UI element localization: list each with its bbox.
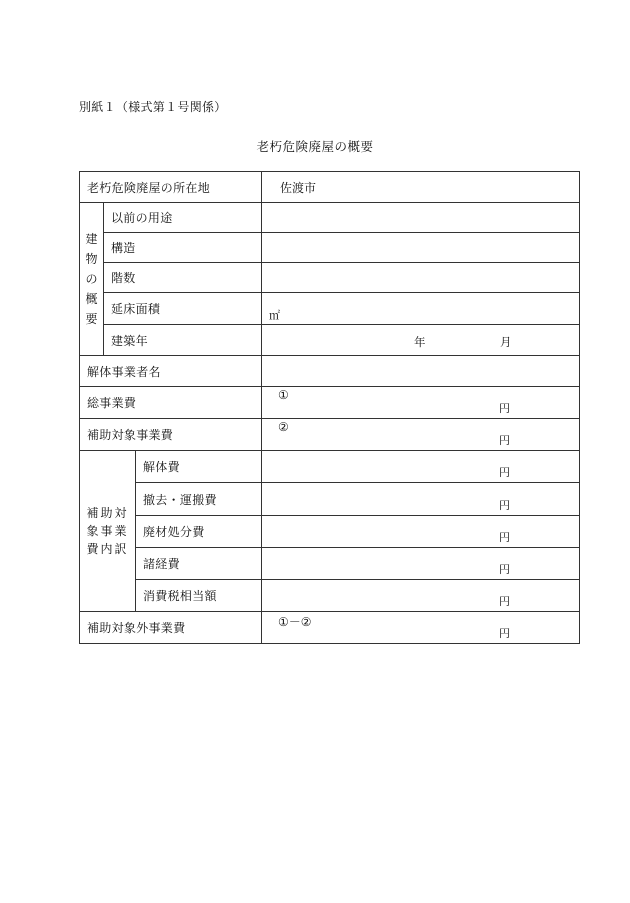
build-year-value[interactable] (262, 325, 580, 356)
contractor-label: 解体事業者名 (80, 356, 262, 387)
breakdown-value[interactable] (262, 580, 580, 612)
floors-label: 階数 (104, 263, 262, 293)
floors-value[interactable] (262, 263, 580, 293)
form-header: 別紙１（様式第１号関係） (79, 100, 227, 114)
build-year-label: 建築年 (104, 325, 262, 356)
table-row (80, 356, 580, 387)
previous-use-value[interactable] (262, 203, 580, 233)
table-row (80, 516, 580, 548)
yen-unit: 円 (499, 434, 510, 447)
table-row (80, 203, 580, 233)
breakdown-label-misc: 諸経費 (136, 548, 262, 580)
yen-unit: 円 (499, 531, 510, 544)
table-row (80, 263, 580, 293)
yen-unit: 円 (499, 595, 510, 608)
floor-area-label: 延床面積 (104, 293, 262, 325)
previous-use-label: 以前の用途 (104, 203, 262, 233)
floor-area-value[interactable] (262, 293, 580, 325)
breakdown-label-tax: 消費税相当額 (136, 580, 262, 612)
breakdown-value[interactable] (262, 516, 580, 548)
yen-unit: 円 (499, 466, 510, 479)
building-group-label: 建 物 の 概 要 (80, 203, 104, 356)
table-row (80, 451, 580, 483)
table-row (80, 580, 580, 612)
overview-table (79, 171, 580, 644)
non-subsidy-value[interactable] (262, 612, 580, 644)
total-cost-label: 総事業費 (80, 387, 262, 419)
marker-one: ① (278, 388, 289, 402)
table-row (80, 387, 580, 419)
table-row (80, 612, 580, 644)
breakdown-value[interactable] (262, 483, 580, 516)
structure-value[interactable] (262, 233, 580, 263)
non-subsidy-label: 補助対象外事業費 (80, 612, 262, 644)
breakdown-label-disposal: 廃材処分費 (136, 516, 262, 548)
yen-unit: 円 (499, 402, 510, 415)
page-title: 老朽危険廃屋の概要 (256, 139, 374, 154)
breakdown-value[interactable] (262, 548, 580, 580)
table-row (80, 233, 580, 263)
location-label: 老朽危険廃屋の所在地 (80, 172, 262, 203)
yen-unit: 円 (499, 627, 510, 640)
subsidy-cost-value[interactable] (262, 419, 580, 451)
table-row (80, 483, 580, 516)
marker-one-minus-two: ①－② (278, 615, 312, 629)
structure-label: 構造 (104, 233, 262, 263)
breakdown-group-label: 補助対 象事業 費内訳 (80, 451, 136, 612)
table-row (80, 293, 580, 325)
yen-unit: 円 (499, 563, 510, 576)
month-unit: 月 (500, 335, 512, 349)
yen-unit: 円 (499, 499, 510, 512)
table-row (80, 548, 580, 580)
location-value: 佐渡市 (262, 172, 580, 203)
contractor-value[interactable] (262, 356, 580, 387)
marker-two: ② (278, 420, 289, 434)
table-row (80, 172, 580, 203)
subsidy-cost-label: 補助対象事業費 (80, 419, 262, 451)
breakdown-label-demolition: 解体費 (136, 451, 262, 483)
table-row (80, 325, 580, 356)
total-cost-value[interactable] (262, 387, 580, 419)
year-unit: 年 (414, 335, 426, 349)
breakdown-value[interactable] (262, 451, 580, 483)
square-meter-unit: ㎡ (269, 309, 280, 322)
breakdown-label-removal: 撤去・運搬費 (136, 483, 262, 516)
table-row (80, 419, 580, 451)
